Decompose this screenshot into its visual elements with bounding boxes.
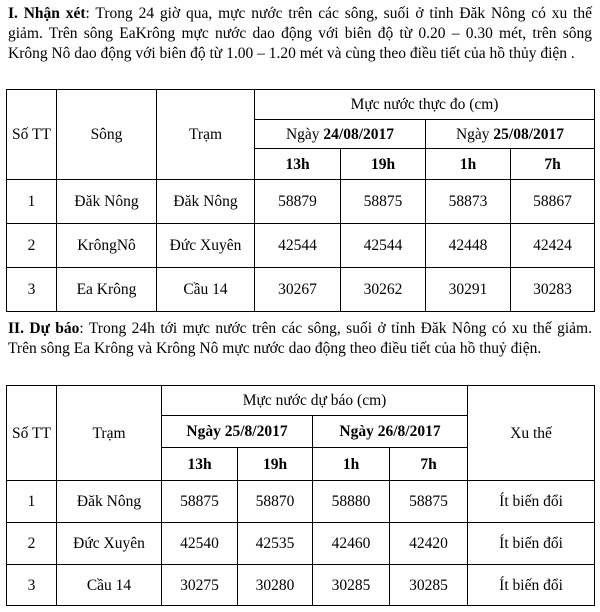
cell-value: 30275 [162, 565, 238, 606]
cell-stt: 2 [7, 523, 57, 565]
header-measured-group: Mực nước thực đo (cm) [255, 90, 595, 120]
table-row [7, 268, 595, 312]
forecast-water-level-table [6, 385, 595, 606]
header-hour: 7h [390, 448, 468, 481]
cell-value: 58870 [238, 481, 313, 523]
cell-value: 30285 [313, 565, 390, 606]
cell-song: KrôngNô [57, 224, 157, 268]
cell-value: 58875 [390, 481, 468, 523]
observation-heading: I. Nhận xét [8, 5, 86, 22]
header-tram: Trạm [57, 386, 162, 481]
table-row [7, 481, 595, 523]
cell-value: 30291 [426, 268, 511, 312]
header-date-1: Ngày 25/8/2017 [162, 416, 313, 448]
header-song: Sông [57, 90, 157, 180]
header-date-2: Ngày 25/08/2017 [426, 120, 595, 149]
cell-tram: Cầu 14 [57, 565, 162, 606]
cell-stt: 1 [7, 180, 57, 224]
header-hour: 7h [511, 149, 595, 180]
cell-value: 58875 [341, 180, 426, 224]
cell-stt: 2 [7, 224, 57, 268]
cell-value: 58867 [511, 180, 595, 224]
cell-trend: Ít biến đổi [468, 523, 595, 565]
header-hour: 1h [426, 149, 511, 180]
header-hour: 1h [313, 448, 390, 481]
cell-value: 42535 [238, 523, 313, 565]
cell-value: 58873 [426, 180, 511, 224]
cell-tram: Đức Xuyên [157, 224, 255, 268]
cell-trend: Ít biến đổi [468, 565, 595, 606]
cell-value: 42544 [255, 224, 341, 268]
header-hour: 13h [162, 448, 238, 481]
header-forecast-group: Mực nước dự báo (cm) [162, 386, 468, 416]
observation-paragraph [8, 4, 592, 64]
forecast-text: : Trong 24h tới mực nước trên các sông, suối ở tỉnh Đăk Nông có xu thế giảm. Trên sông Ea Krông và Krông Nô mực nước dao động theo điều tiết của hồ thuỷ điện. [8, 320, 592, 357]
cell-value: 58879 [255, 180, 341, 224]
cell-trend: Ít biến đổi [468, 481, 595, 523]
cell-tram: Cầu 14 [157, 268, 255, 312]
table-row [7, 565, 595, 606]
cell-stt: 3 [7, 268, 57, 312]
table-row [7, 224, 595, 268]
forecast-heading: II. Dự báo [8, 320, 80, 337]
cell-tram: Đức Xuyên [57, 523, 162, 565]
cell-stt: 3 [7, 565, 57, 606]
cell-value: 42544 [341, 224, 426, 268]
cell-tram: Đăk Nông [157, 180, 255, 224]
cell-value: 30283 [511, 268, 595, 312]
header-trend: Xu thế [468, 386, 595, 481]
forecast-paragraph [8, 319, 592, 359]
cell-song: Đăk Nông [57, 180, 157, 224]
cell-value: 58875 [162, 481, 238, 523]
cell-value: 42420 [390, 523, 468, 565]
header-date-1: Ngày 24/08/2017 [255, 120, 426, 149]
table-row [7, 523, 595, 565]
header-hour: 13h [255, 149, 341, 180]
cell-value: 30285 [390, 565, 468, 606]
header-tram: Trạm [157, 90, 255, 180]
header-hour: 19h [341, 149, 426, 180]
header-stt: Số TT [7, 90, 57, 180]
measured-water-level-table [6, 89, 595, 312]
cell-value: 30267 [255, 268, 341, 312]
cell-tram: Đăk Nông [57, 481, 162, 523]
header-hour: 19h [238, 448, 313, 481]
cell-value: 42424 [511, 224, 595, 268]
cell-value: 30280 [238, 565, 313, 606]
cell-value: 42448 [426, 224, 511, 268]
table-row [7, 180, 595, 224]
cell-value: 42460 [313, 523, 390, 565]
cell-value: 30262 [341, 268, 426, 312]
header-date-2: Ngày 26/8/2017 [313, 416, 468, 448]
cell-song: Ea Krông [57, 268, 157, 312]
cell-stt: 1 [7, 481, 57, 523]
cell-value: 58880 [313, 481, 390, 523]
cell-value: 42540 [162, 523, 238, 565]
header-stt: Số TT [7, 386, 57, 481]
observation-text: : Trong 24 giờ qua, mực nước trên các sông, suối ở tỉnh Đăk Nông có xu thế giảm. Trên sông EaKrông mực nước dao động với biên độ từ 0.20 – 0.30 mét, trên sông Krông Nô dao động với biên độ từ 1.00 – 1.20 mét và cùng theo điều tiết của hồ thủy điện . [8, 5, 592, 62]
